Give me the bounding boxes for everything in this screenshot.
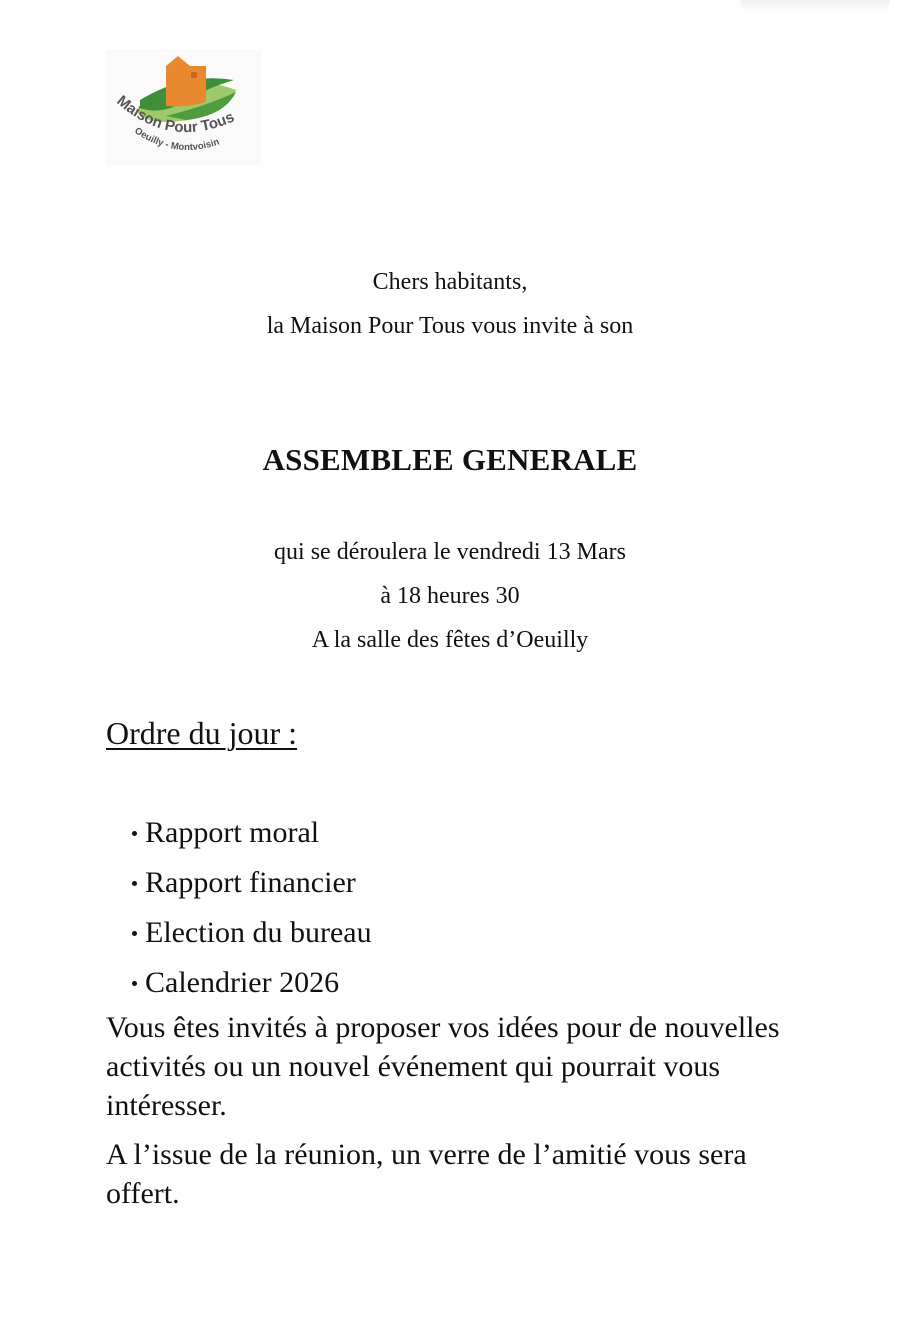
maison-pour-tous-logo [106, 50, 261, 165]
agenda-item-label: Rapport moral [145, 816, 320, 849]
bullet-icon [132, 831, 137, 836]
agenda-item [130, 858, 372, 908]
logo-graphic [106, 50, 261, 165]
agenda-heading: Ordre du jour : [106, 715, 298, 751]
bullet-icon [132, 931, 137, 936]
agenda-item-label: Election du bureau [145, 916, 372, 949]
drink-paragraph: A l’issue de la réunion, un verre de l’amitié vous sera offert. [106, 1138, 747, 1210]
agenda-item [130, 808, 372, 858]
logo-name-text: Maison Pour Tous [113, 92, 237, 137]
agenda-item [130, 908, 372, 958]
date-line: qui se déroulera le vendredi 13 Mars [274, 539, 626, 565]
invite-line: la Maison Pour Tous vous invite à son [266, 313, 634, 339]
bullet-icon [132, 881, 137, 886]
bullet-icon [132, 981, 137, 986]
place-line: A la salle des fêtes d’Oeuilly [311, 627, 589, 653]
greeting-line: Chers habitants, [372, 269, 528, 295]
time-line: à 18 heures 30 [380, 583, 520, 609]
agenda-item [130, 958, 372, 1008]
document-title: ASSEMBLEE GENERALE [262, 442, 638, 477]
agenda-item-label: Rapport financier [145, 866, 356, 899]
ideas-paragraph: Vous êtes invités à proposer vos idées pour de nouvelles activités ou un nouvel événement qui pourrait vous intéresser. [106, 1011, 780, 1122]
agenda-list [130, 808, 372, 1008]
logo-location-text: Oeuilly - Montvoisin [132, 125, 221, 154]
top-edge-shadow [740, 0, 890, 14]
agenda-item-label: Calendrier 2026 [145, 966, 340, 999]
